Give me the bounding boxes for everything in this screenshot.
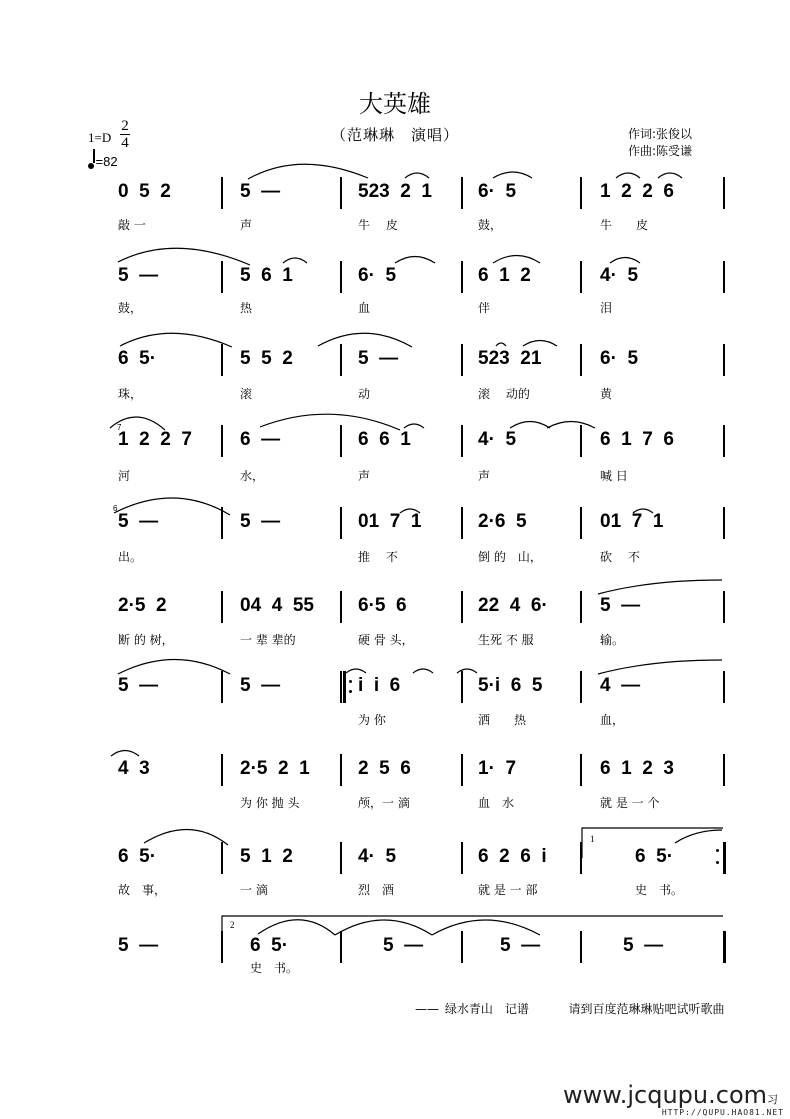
measure-notes: 4 — [600,675,641,696]
bar-line [221,507,223,539]
measure-notes: 2·5 2 [118,595,167,616]
lyric-text: 血 [358,301,371,315]
lyric-text: 砍 不 [600,550,640,564]
bar-line [461,507,463,539]
bar-line [723,261,725,293]
lyric-text: 史 书。 [635,883,684,897]
measure-notes: 5 — [600,595,641,616]
bar-line [580,177,582,209]
bar-line [580,754,582,786]
bar-line [340,507,342,539]
lyric-text: 滚 动的 [478,387,530,401]
lyric-text: 故 事， [118,883,167,897]
lyric-text: 史 书。 [250,961,299,975]
lyric-text: 牛 皮 [358,218,398,232]
measure-notes: 01 7 1 [358,511,422,532]
lyric-text: 声 [358,469,371,483]
measure-notes: 5 — [118,935,159,956]
measure-notes: 6 1 2 [478,265,531,286]
lyric-text: 水， [240,469,265,483]
footer-credits [415,1000,725,1017]
measure-notes: 6 5· [118,348,157,369]
lyric-text: 伴 [478,301,491,315]
bar-line [340,344,342,376]
bar-line [221,591,223,623]
lyric-text: 出。 [118,550,143,564]
lyric-text: 推 不 [358,550,398,564]
bar-line [340,842,342,874]
measure-notes: 4· 5 [478,429,517,450]
bar-line [723,842,726,874]
bar-line [340,261,342,293]
measure-notes: 4 3 [118,758,150,779]
lyric-text: 声 [240,218,253,232]
measure-notes: 6 — [240,429,281,450]
bar-line [340,671,342,703]
lyric-text: 泪 [600,301,613,315]
bar-line [340,754,342,786]
bar-line [723,177,725,209]
bar-line [723,754,725,786]
lyric-text: 声 [478,469,491,483]
measure-notes: 5 — [240,675,281,696]
bar-line [221,344,223,376]
measure-notes: 0 5 2 [118,181,171,202]
measure-notes: 5 — [240,511,281,532]
bar-line [340,425,342,457]
volta-number: 1 [590,834,595,844]
measure-notes: 1· 7 [478,758,517,779]
lyric-text: 一 滴 [240,883,268,897]
measure-notes: 5·i 6 5 [478,675,543,696]
measure-notes: 5 — [118,675,159,696]
lyric-text: 鼓， [118,301,143,315]
lyric-text: 为 你 抛 头 [240,796,300,810]
measure-notes: 2·6 5 [478,511,527,532]
lyric-text: 一 辈 辈的 [240,633,296,647]
song-title: 大英雄 [359,90,431,118]
measure-notes: 5 — [383,935,424,956]
bar-line [221,931,223,963]
bar-line [461,177,463,209]
measure-notes: 5 — [240,181,281,202]
measure-notes: 6 6 1 [358,429,411,450]
measure-notes: 4· 5 [600,265,639,286]
bar-line [461,261,463,293]
bar-line [723,931,726,963]
time-signature [120,118,130,152]
lyric-text: 热 [240,301,253,315]
measure-notes: 6 5· [118,846,157,867]
bar-line [461,842,463,874]
bar-line [723,671,725,703]
measure-notes: 4· 5 [358,846,397,867]
bar-line [221,842,223,874]
time-signature-bottom: 4 [121,135,129,151]
measure-notes: 2·5 2 1 [240,758,310,779]
lyric-text: 输。 [600,633,625,647]
bar-line [461,754,463,786]
bar-line [461,591,463,623]
transcriber: —— 绿水青山 记谱 [415,1002,529,1016]
quarter-note-icon [88,163,94,169]
measure-notes: 1 2 2 7 [118,429,192,450]
measure-notes: 6 1 7 6 [600,429,674,450]
lyric-text: 血 水 [478,796,515,810]
watermark: www.jcqupu.com习 [563,1081,778,1109]
bar-line [461,344,463,376]
composer: 作曲:陈受谦 [628,144,693,158]
lyricist: 作词:张俊以 [628,127,693,141]
measure-notes: 2 5 6 [358,758,411,779]
measure-notes: 5 1 2 [240,846,293,867]
bar-line [221,671,223,703]
lyric-text: 为 你 [358,713,386,727]
bar-line [580,842,582,874]
bar-line [723,591,725,623]
credits [628,126,692,160]
measure-notes: i i 6 [358,675,401,696]
bar-line [580,261,582,293]
lyric-text: 硬 骨 头， [358,633,414,647]
measure-notes: 6 5· [635,846,674,867]
measure-notes: 6· 5 [600,348,639,369]
measure-notes: 5 — [500,935,541,956]
measure-notes: 5 5 2 [240,348,293,369]
bar-line [580,671,582,703]
bar-line [580,425,582,457]
lyric-text: 就 是 一 个 [600,796,660,810]
bar-line [461,931,463,963]
lyric-text: 就 是 一 部 [478,883,538,897]
measure-notes: 1 2 2 6 [600,181,674,202]
bar-line [340,591,342,623]
volta-number: 2 [230,920,235,930]
measure-notes: 5 6 1 [240,265,293,286]
measure-notes: 6 1 2 3 [600,758,674,779]
lyric-text: 动 [358,387,371,401]
measure-notes: 6· 5 [358,265,397,286]
measure-notes: 6· 5 [478,181,517,202]
listen-note: 请到百度范琳琳贴吧试听歌曲 [568,1002,725,1016]
measure-notes: 01 7 1 [600,511,664,532]
lyric-text: 珠， [118,387,143,401]
lyric-text: 血， [600,713,625,727]
measure-notes: 6·5 6 [358,595,407,616]
measure-notes: 523 2 1 [358,181,432,202]
measure-notes: 5 — [358,348,399,369]
bar-line [580,591,582,623]
grace-note: 7 [117,423,122,432]
lyric-text: 鼓， [478,218,503,232]
grace-note: 6 [113,504,118,513]
bar-line [221,754,223,786]
bar-line [221,261,223,293]
lyric-text: 颅，一 滴 [358,796,410,810]
bar-line [461,425,463,457]
lyric-text: 烈 酒 [358,883,395,897]
measure-notes: 523 21 [478,348,542,369]
measure-notes: 5 — [623,935,664,956]
performer-subtitle: （范琳琳 演唱） [330,126,459,144]
lyric-text: 断 的 树， [118,633,174,647]
time-signature-top: 2 [121,118,129,134]
lyric-text: 牛 皮 [600,218,649,232]
lyric-text: 生死 不 服 [478,633,534,647]
key-signature: 1=D [88,130,112,145]
bar-line [340,931,342,963]
measure-notes: 5 — [118,511,159,532]
measure-notes: 04 4 55 [240,595,314,616]
measure-notes: 5 — [118,265,159,286]
tempo-marking [88,152,118,169]
lyric-text: 河 [118,469,131,483]
bar-line [221,177,223,209]
lyric-text: 喊 日 [600,469,628,483]
bar-line [340,177,342,209]
bar-line [723,344,725,376]
lyric-text: 洒 热 [478,713,527,727]
measure-notes: 6 2 6 i [478,846,547,867]
lyric-text: 敲 一 [118,218,146,232]
lyric-text: 滚 [240,387,253,401]
lyric-text: 黄 [600,387,613,401]
bar-line [580,507,582,539]
lyric-text: 倒 的 山， [478,550,542,564]
watermark-url: HTTP://QUPU.HAO81.NET [661,1108,784,1117]
measure-notes: 6 5· [250,935,289,956]
tempo-value: =82 [95,154,118,169]
bar-line [221,425,223,457]
bar-line [461,671,463,703]
bar-line [580,344,582,376]
bar-line [723,507,725,539]
measure-notes: 22 4 6· [478,595,548,616]
bar-line [723,425,725,457]
bar-line [580,931,582,963]
